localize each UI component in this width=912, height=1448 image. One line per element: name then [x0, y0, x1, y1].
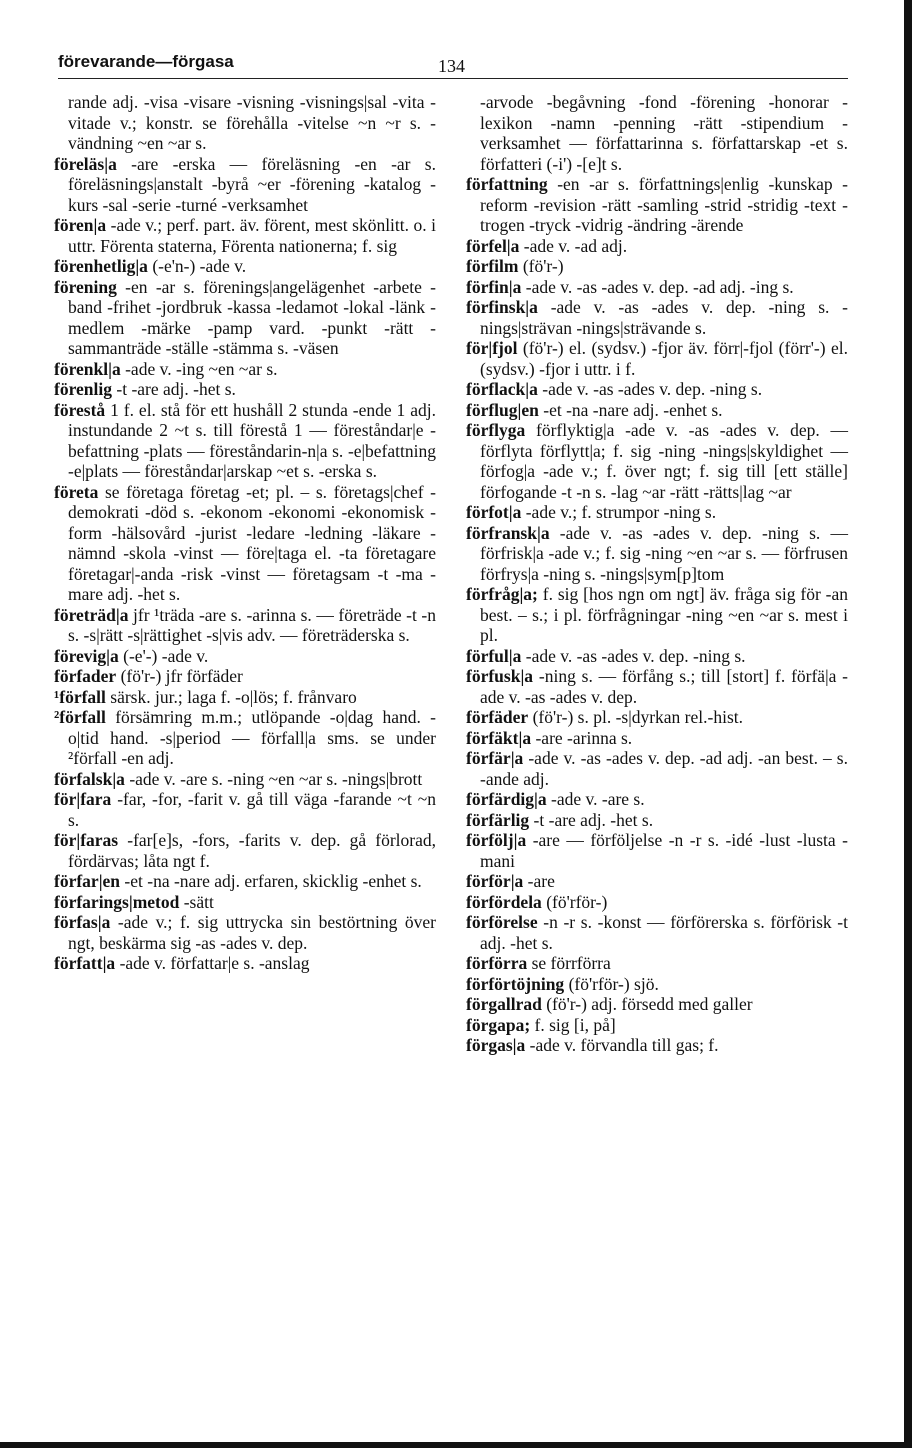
dictionary-entry: förflyga förflyktig|a -ade v. -as -ades v. dep. — förflyta förflytt|a; f. sig -ning -nings|skyldighet — förfog|a -ade v.; f. över ngt; f. sig till [ett ställe] förfogande -t -n s. -lag ~ar -rätt -rätts|lag ~ar [466, 420, 848, 502]
headword: förevig|a [54, 645, 119, 666]
dictionary-entry: föreläs|a -are -erska — föreläsning -en -ar s. föreläsnings|anstalt -byrå ~er -förening -katalog -kurs -sal -serie -turné -verksamhet [54, 153, 436, 215]
headword: förgapa; [466, 1014, 531, 1035]
dictionary-entry: förevig|a (-e'-) -ade v. [54, 645, 209, 666]
headword: förfarings|metod [54, 891, 180, 912]
dictionary-entry: förflack|a -ade v. -as -ades v. dep. -ning s. [466, 379, 763, 399]
headword: förening [54, 276, 117, 297]
headword: företa [54, 481, 99, 502]
headword: förfin|a [466, 276, 522, 297]
headword: förfärlig [466, 809, 530, 830]
header-rule [58, 78, 848, 79]
headword: förfärdig|a [466, 789, 547, 809]
dictionary-entry: förestå 1 f. el. stå för ett hushåll 2 stunda -ende 1 adj. instundande 2 ~t s. till förestå 1 — föreståndar|e -befattning -plats — föreståndarin-n|a s. -e|befattning -e|plats — föreståndar|arskap ~et s. -erska s. [54, 399, 436, 481]
headword: förenlig [54, 379, 113, 399]
page-number: 134 [438, 56, 465, 76]
dictionary-entry: företräd|a jfr ¹träda -are s. -arinna s. — företräde -t -n s. -s|rätt -s|rättighet -s|vis adv. — företräderska s. [54, 604, 436, 645]
headword: företräd|a [54, 604, 129, 625]
headword: förflyga [466, 420, 526, 440]
headword: för|fjol [466, 338, 518, 358]
headword: förförra [466, 953, 528, 973]
headword: förenhetlig|a [54, 256, 148, 276]
dictionary-entry: ²förfall försämring m.m.; utlöpande -o|dag hand. -o|tid hand. -s|period — förfall|a sms. se under ²förfall -en adj. [54, 707, 436, 768]
dictionary-entry: förflug|en -et -na -nare adj. -enhet s. [466, 399, 723, 420]
headword: författ|a [54, 953, 116, 973]
headword: förgas|a [466, 1035, 526, 1055]
dictionary-entry: förfördela (fö'rför-) [466, 891, 608, 912]
page-header [58, 52, 848, 82]
headword: förenkl|a [54, 358, 121, 379]
dictionary-entry: förfråg|a; f. sig [hos ngn om ngt] äv. fråga sig för -an best. – s.; i pl. förfrågningar -ning ~en ~ar s. mest i pl. [466, 584, 848, 645]
headword: förfas|a [54, 912, 111, 932]
headword: förflack|a [466, 379, 538, 399]
headword: förfäder [466, 707, 529, 727]
dictionary-entry: förfärdig|a -ade v. -are s. [466, 789, 645, 809]
dictionary-entry: förfin|a -ade v. -as -ades v. dep. -ad adj. -ing s. [466, 276, 794, 297]
dictionary-entry: ¹förfall särsk. jur.; laga f. -o|lös; f. frånvaro [54, 686, 357, 707]
headword: förfinsk|a [466, 297, 538, 317]
headword: ¹förfall [54, 686, 106, 707]
left-column [54, 92, 436, 974]
headword: förfel|a [466, 235, 520, 256]
headword: förfusk|a [466, 666, 534, 686]
dictionary-entry: förfinsk|a -ade v. -as -ades v. dep. -ning s. -nings|strävan -nings|strävande s. [466, 297, 848, 338]
dictionary-entry: förfot|a -ade v.; f. strumpor -ning s. [466, 502, 717, 522]
dictionary-entry: förgapa; f. sig [i, på] [466, 1014, 616, 1035]
headword: förestå [54, 399, 106, 420]
headword: förfilm [466, 256, 519, 276]
dictionary-entry: för|faras -far[e]s, -fors, -farits v. dep. gå förlorad, fördärvas; låta ngt f. [54, 830, 436, 871]
headword: förgallrad [466, 994, 542, 1014]
headword: förfråg|a; [466, 584, 538, 604]
dictionary-entry: förfader (fö'r-) jfr förfäder [54, 666, 243, 686]
running-head: förevarande—förgasa [58, 52, 234, 71]
dictionary-entry: förfar|en -et -na -nare adj. erfaren, skicklig -enhet s. [54, 871, 422, 891]
headword: förfar|en [54, 871, 121, 891]
dictionary-entry: förförelse -n -r s. -konst — förförerska s. förförisk -t adj. -het s. [466, 912, 848, 953]
headword: förful|a [466, 645, 522, 666]
headword: för|faras [54, 830, 119, 850]
dictionary-entry: -arvode -begåvning -fond -förening -honorar -lexikon -namn -penning -rätt -stipendium -verksamhet — författarinna s. författarskap -et s. författeri (-i') -[e]t s. [480, 92, 848, 174]
headword: fören|a [54, 215, 107, 235]
headword: förfot|a [466, 502, 522, 522]
dictionary-entry: förfäder (fö'r-) s. pl. -s|dyrkan rel.-hist. [466, 707, 743, 727]
dictionary-entry: fören|a -ade v.; perf. part. äv. förent, mest skönlitt. o. i uttr. Förenta staterna, Förenta nationerna; f. sig [54, 215, 436, 256]
headword: förflug|en [466, 399, 539, 420]
dictionary-entry: förför|a -are [466, 871, 555, 891]
dictionary-entry: författning -en -ar s. författnings|enlig -kunskap -reform -revision -rätt -samling -strid -stridig -text -trogen -tryck -vidrig -ändring -ärende [466, 174, 848, 235]
headword: förfader [54, 666, 117, 686]
dictionary-entry: förfas|a -ade v.; f. sig uttrycka sin bestörtning över ngt, beskärma sig -as -ades v. dep. [54, 912, 436, 953]
headword: förfransk|a [466, 522, 550, 543]
headword: för|fara [54, 789, 112, 809]
dictionary-entry: förfilm (fö'r-) [466, 256, 564, 276]
dictionary-entry: förfusk|a -ning s. — förfång s.; till [stort] f. förfä|a -ade v. -as -ades v. dep. [466, 666, 848, 707]
dictionary-entry: förförtöjning (fö'rför-) sjö. [466, 973, 659, 994]
dictionary-entry: förful|a -ade v. -as -ades v. dep. -ning s. [466, 645, 746, 666]
dictionary-entry: förfärlig -t -are adj. -het s. [466, 809, 654, 830]
dictionary-entry: förenkl|a -ade v. -ing ~en ~ar s. [54, 358, 278, 379]
headword: föreläs|a [54, 153, 117, 174]
dictionary-entry: företa se företaga företag -et; pl. – s. företags|chef -demokrati -död s. -ekonom -ekonomi -ekonomisk -form -hälsovård -jurist -ledare -ledning -läkare -nämnd -skola -vinst — före|taga el. -ta företagare företagar|-anda -risk -vinst — företagsam -t -ma -mare adj. -het s. [54, 481, 436, 604]
dictionary-entry: författ|a -ade v. författar|e s. -anslag [54, 953, 310, 973]
headword: ²förfall [54, 707, 106, 727]
headword: förfölj|a [466, 830, 527, 850]
dictionary-entry: förfransk|a -ade v. -as -ades v. dep. -ning s. — förfrisk|a -ade v.; f. sig -ning ~en ~ar s. — förfrusen förfrys|a -ning s. -nings|sym[p]tom [466, 522, 848, 584]
scan-edge-bottom [0, 1442, 912, 1448]
headword: förförelse [466, 912, 538, 932]
headword: förförtöjning [466, 973, 565, 994]
dictionary-entry: förening -en -ar s. förenings|angelägenhet -arbete -band -frihet -jordbruk -kassa -ledamot -lokal -länk -medlem -märke -pamp vard. -punkt -rätt -sammanträde -ställe -stämma s. -väsen [54, 276, 436, 358]
headword: förfördela [466, 891, 542, 912]
dictionary-entry: förenhetlig|a (-e'n-) -ade v. [54, 256, 247, 276]
headword: förfär|a [466, 748, 524, 768]
dictionary-entry: förfäkt|a -are -arinna s. [466, 727, 633, 748]
dictionary-entry: förfel|a -ade v. -ad adj. [466, 235, 628, 256]
dictionary-entry: för|fara -far, -for, -farit v. gå till väga -farande ~t ~n s. [54, 789, 436, 830]
dictionary-entry: förförra se förrförra [466, 953, 611, 973]
dictionary-entry: förfär|a -ade v. -as -ades v. dep. -ad adj. -an best. – s. -ande adj. [466, 748, 848, 789]
dictionary-entry: förenlig -t -are adj. -het s. [54, 379, 236, 399]
headword: förfäkt|a [466, 727, 532, 748]
dictionary-entry: för|fjol (fö'r-) el. (sydsv.) -fjor äv. förr|-fjol (förr'-) el. (sydsv.) -fjor i uttr. i f. [466, 338, 848, 379]
dictionary-entry: förfölj|a -are — förföljelse -n -r s. -idé -lust -lusta -mani [466, 830, 848, 871]
headword: förfalsk|a [54, 768, 125, 789]
headword: förför|a [466, 871, 524, 891]
dictionary-entry: förgallrad (fö'r-) adj. försedd med galler [466, 994, 753, 1014]
dictionary-entry: förfalsk|a -ade v. -are s. -ning ~en ~ar s. -nings|brott [54, 768, 423, 789]
headword: författning [466, 174, 548, 194]
right-column [466, 92, 848, 1056]
dictionary-entry: förfarings|metod -sätt [54, 891, 214, 912]
dictionary-entry: förgas|a -ade v. förvandla till gas; f. [466, 1035, 719, 1055]
dictionary-entry: rande adj. -visa -visare -visning -visnings|sal -vita -vitade v.; konstr. se förehålla -vitelse ~n ~r s. -vändning ~en ~ar s. [68, 92, 436, 153]
scan-edge-right [904, 0, 912, 1448]
